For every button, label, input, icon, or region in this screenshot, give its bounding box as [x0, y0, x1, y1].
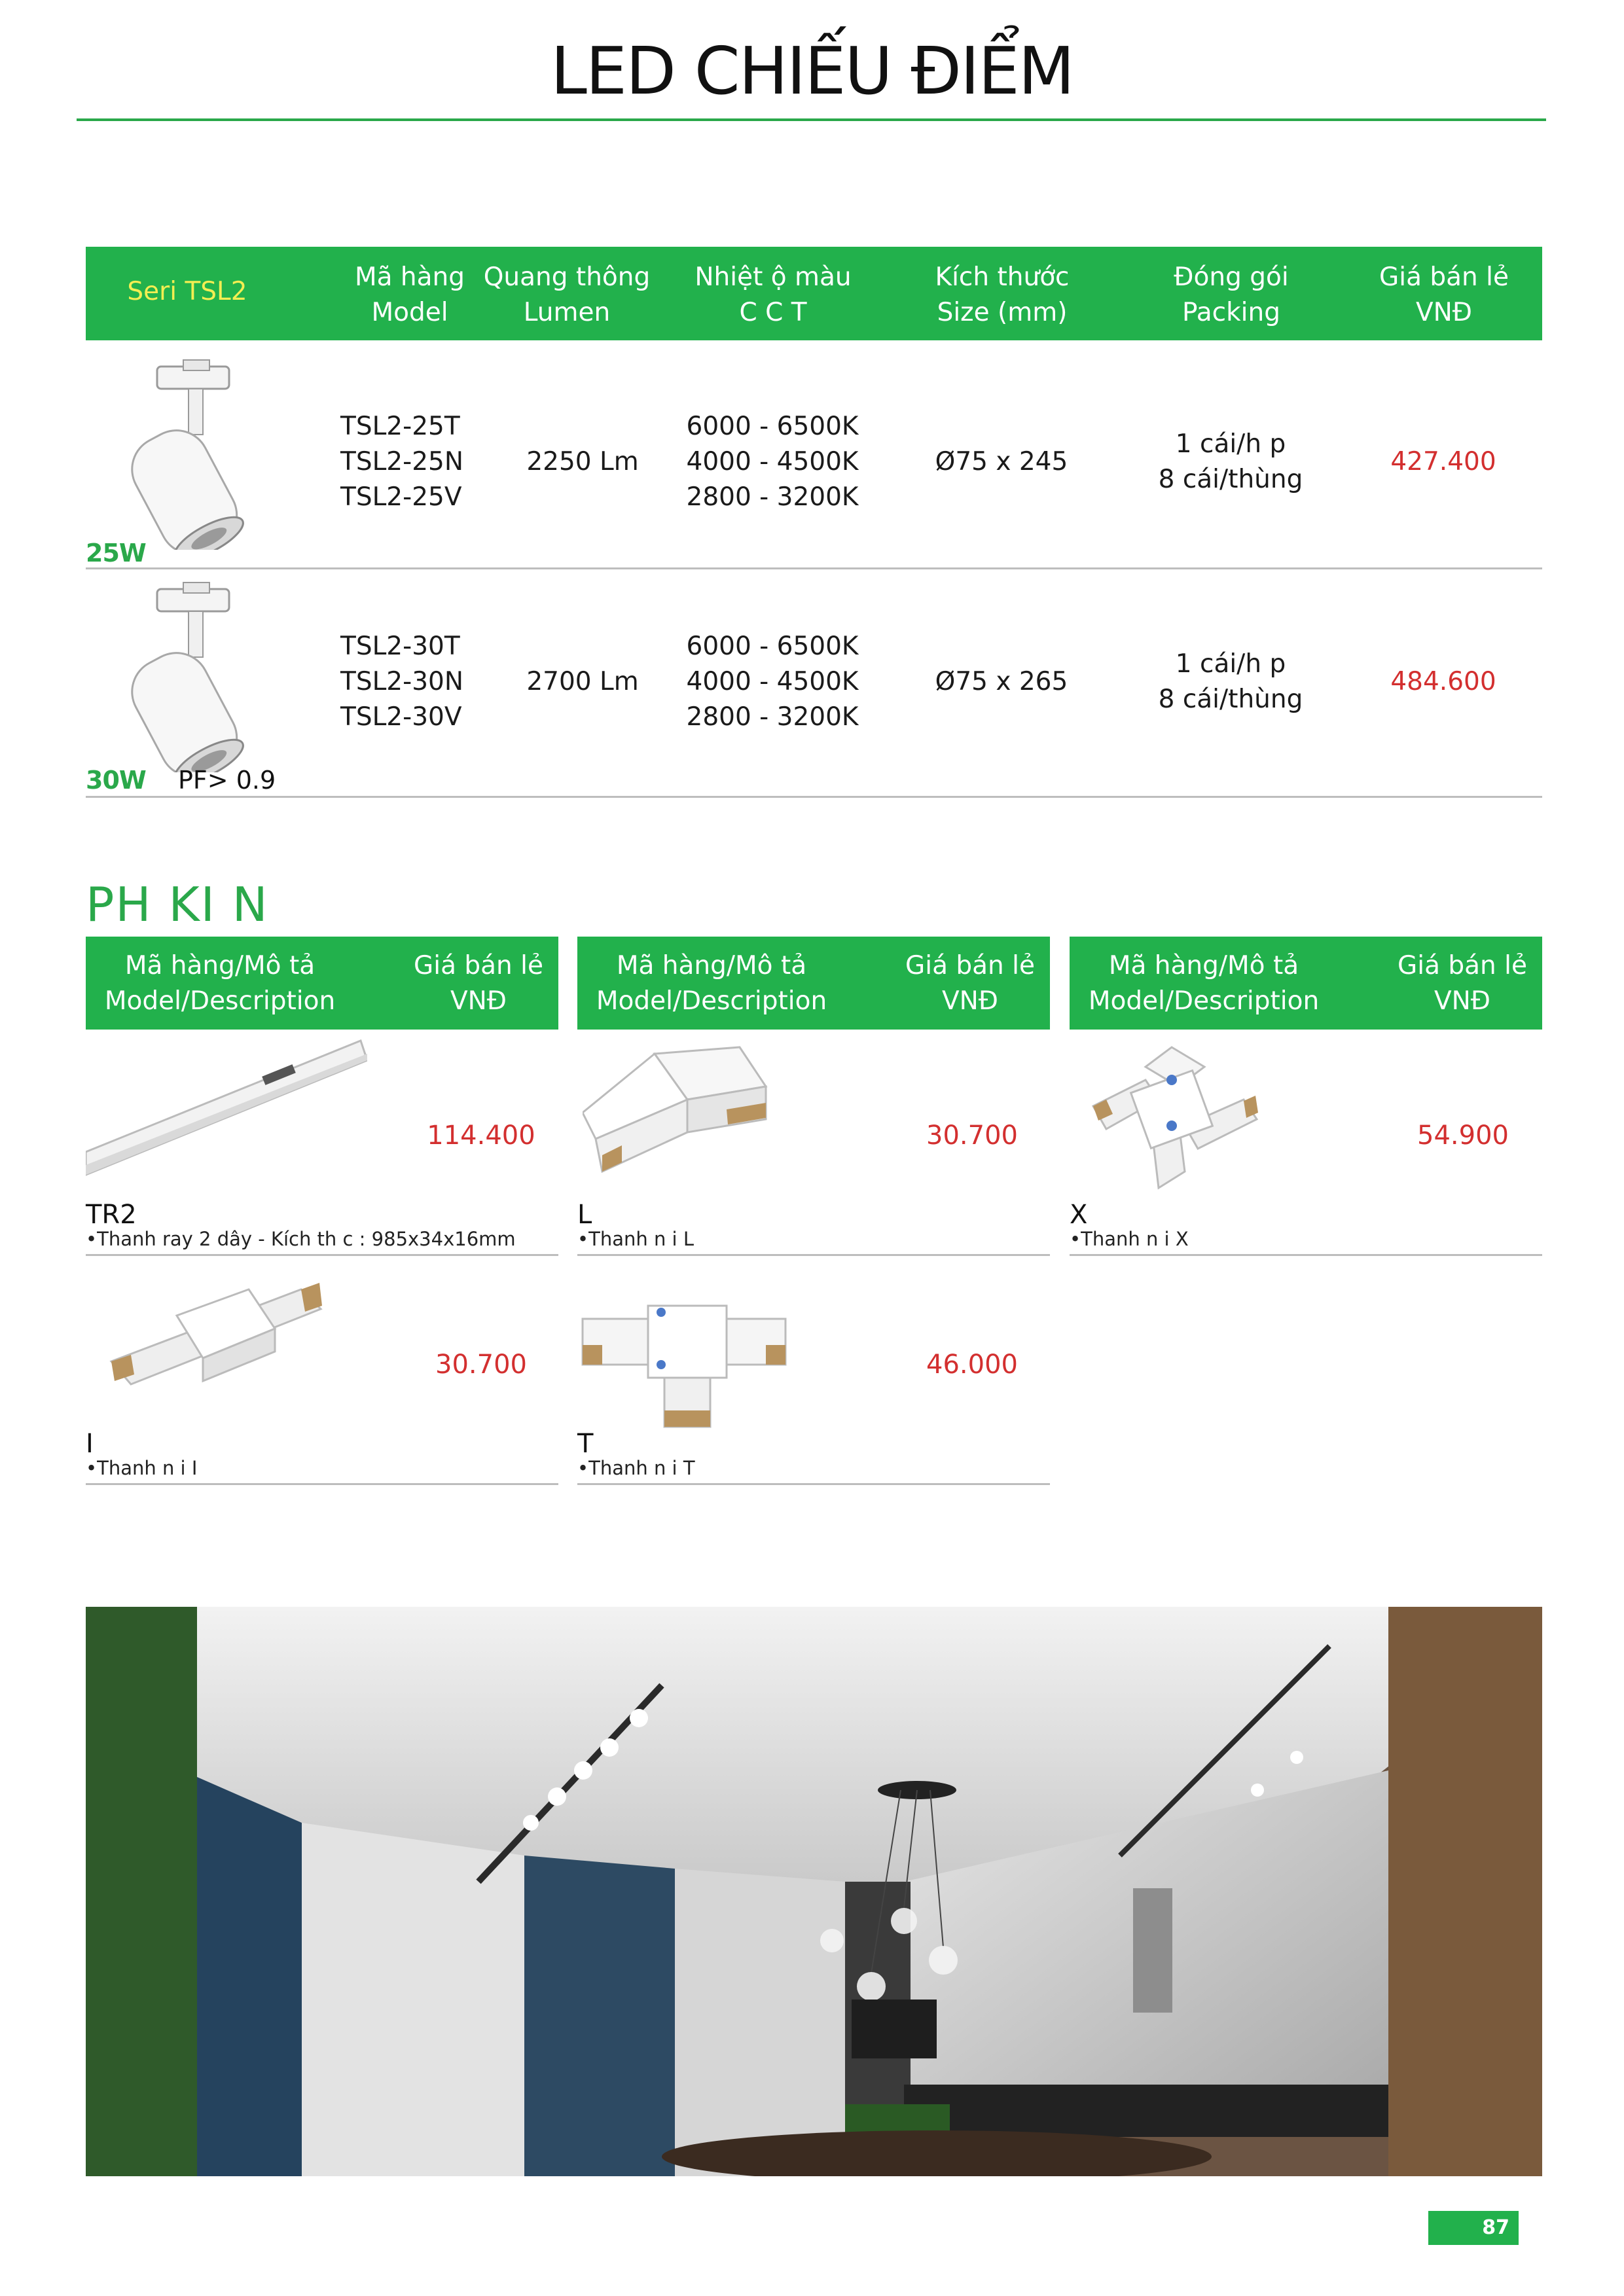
- spec-table-header: [86, 247, 1542, 340]
- packing-value: 1 cái/h p 8 cái/thùng: [1158, 429, 1303, 494]
- connector-x-image: [1080, 1041, 1263, 1198]
- packing-value: 1 cái/h p 8 cái/thùng: [1158, 649, 1303, 714]
- accessory-code: L: [577, 1200, 592, 1230]
- price-header: Giá bán lẻ VNĐ: [1379, 262, 1509, 327]
- connector-i-image: [105, 1270, 327, 1414]
- row-divider: [1070, 1254, 1542, 1256]
- price-header: Giá bán lẻ VNĐ: [1398, 951, 1527, 1016]
- power-factor-label: PF> 0.9: [178, 766, 276, 795]
- cct-header: Nhiệt ộ màu C C T: [695, 262, 852, 327]
- accessory-description: •Thanh n i T: [577, 1457, 695, 1479]
- accessory-code: I: [86, 1429, 94, 1459]
- accessory-code: T: [577, 1429, 594, 1459]
- model-codes: TSL2-25T TSL2-25N TSL2-25V: [340, 412, 463, 512]
- accessory-code: TR2: [86, 1200, 137, 1230]
- accessories-title: PH KI N: [86, 877, 269, 932]
- cct-values: 6000 - 6500K 4000 - 4500K 2800 - 3200K: [686, 412, 859, 512]
- price-value: 427.400: [1390, 447, 1496, 476]
- track-light-30w-image: [92, 576, 262, 772]
- row-divider: [86, 567, 1542, 569]
- accessory-price: 30.700: [926, 1121, 1018, 1151]
- row-divider: [86, 1483, 558, 1485]
- accessory-price: 114.400: [427, 1121, 535, 1151]
- series-header: Seri TSL2: [127, 277, 247, 306]
- accessories-header: [1070, 937, 1542, 1030]
- row-divider: [577, 1254, 1050, 1256]
- accessory-description: •Thanh n i L: [577, 1228, 694, 1250]
- model-codes: TSL2-30T TSL2-30N TSL2-30V: [340, 632, 463, 732]
- lumen-value: 2250 Lm: [526, 447, 639, 476]
- track-light-25w-image: [92, 353, 262, 550]
- size-value: Ø75 x 265: [935, 667, 1068, 696]
- cct-values: 6000 - 6500K 4000 - 4500K 2800 - 3200K: [686, 632, 859, 732]
- accessory-price: 30.700: [435, 1350, 527, 1380]
- connector-l-image: [583, 1041, 792, 1198]
- row-divider: [86, 1254, 558, 1256]
- accessories-header: [577, 937, 1050, 1030]
- interior-photo: [86, 1607, 1542, 2176]
- lumen-header: Quang thông Lumen: [483, 262, 651, 327]
- accessory-description: •Thanh n i X: [1070, 1228, 1189, 1250]
- desc-header: Mã hàng/Mô tả Model/Description: [596, 951, 827, 1016]
- accessory-price: 54.900: [1417, 1121, 1509, 1151]
- accessories-header: [86, 937, 558, 1030]
- accessory-code: X: [1070, 1200, 1088, 1230]
- title-divider: [77, 118, 1546, 121]
- connector-t-image: [576, 1293, 792, 1437]
- price-value: 484.600: [1390, 667, 1496, 696]
- desc-header: Mã hàng/Mô tả Model/Description: [1088, 951, 1320, 1016]
- accessory-price: 46.000: [926, 1350, 1018, 1380]
- price-header: Giá bán lẻ VNĐ: [414, 951, 543, 1016]
- row-divider: [577, 1483, 1050, 1485]
- model-header: Mã hàng Model: [354, 262, 465, 327]
- accessory-description: •Thanh ray 2 dây - Kích th c : 985x34x16mm: [86, 1228, 516, 1250]
- price-header: Giá bán lẻ VNĐ: [905, 951, 1035, 1016]
- rail-tr2-image: [86, 1034, 367, 1185]
- packing-header: Đóng gói Packing: [1174, 262, 1289, 327]
- page-title: LED CHIẾU ĐIỂM: [550, 33, 1074, 109]
- page-number: 87: [1428, 2211, 1519, 2245]
- size-header: Kích thước Size (mm): [935, 262, 1070, 327]
- wattage-label: 30W: [86, 766, 146, 795]
- desc-header: Mã hàng/Mô tả Model/Description: [104, 951, 336, 1016]
- accessory-description: •Thanh n i I: [86, 1457, 198, 1479]
- size-value: Ø75 x 245: [935, 447, 1068, 476]
- lumen-value: 2700 Lm: [526, 667, 639, 696]
- row-divider: [86, 796, 1542, 798]
- wattage-label: 25W: [86, 539, 146, 567]
